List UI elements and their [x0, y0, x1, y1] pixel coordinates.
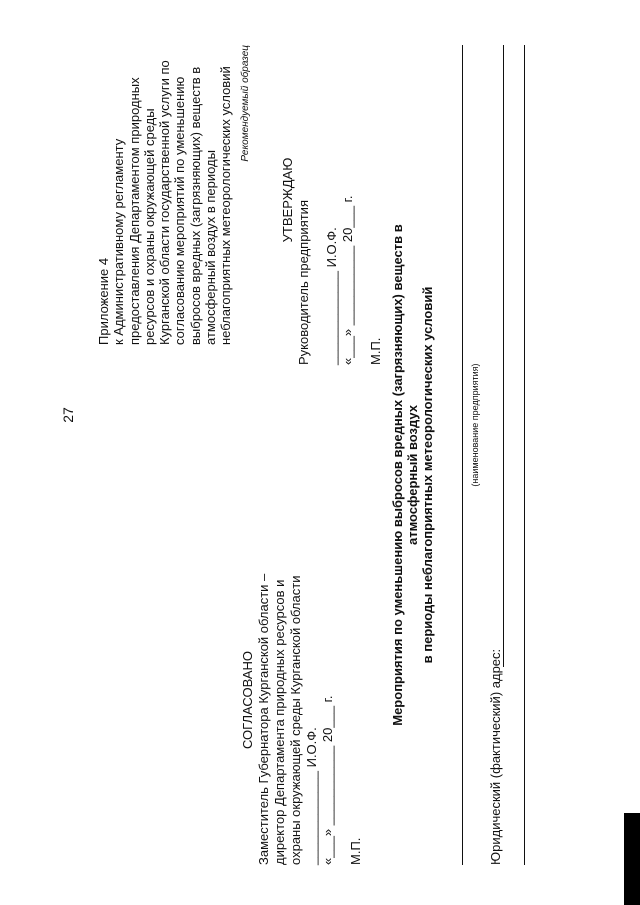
- appendix-line: предоставления Департаментом природных: [126, 77, 142, 345]
- spacer: [336, 535, 348, 865]
- main-title-line: в периоды неблагоприятных метеорологических условий: [420, 286, 435, 664]
- appendix-line: Приложение 4: [96, 257, 111, 345]
- agreed-position-line: директор Департамента природных ресурсов и: [272, 579, 287, 865]
- appendix-line: неблагоприятных метеорологических условий: [218, 66, 234, 345]
- approval-block-agreed: [240, 535, 364, 865]
- approved-title: УТВЕРЖДАЮ: [280, 157, 295, 243]
- address-row: [488, 45, 503, 865]
- agreed-title: СОГЛАСОВАНО: [240, 650, 255, 750]
- address-continuation-rule: [524, 45, 525, 865]
- address-label: Юридический (фактический) адрес:: [488, 648, 503, 865]
- spacer: [312, 35, 324, 365]
- appendix-line: ресурсов и охраны окружающей среды: [141, 108, 157, 345]
- appendix-line: к Административному регламенту: [111, 138, 127, 345]
- scan-edge-mark: [624, 813, 640, 905]
- agreed-stamp-place: М.П.: [348, 837, 363, 865]
- spacer: [356, 35, 368, 365]
- main-title-line: Мероприятия по уменьшению выбросов вредных (загрязняющих) веществ в атмосферный воздух: [390, 224, 420, 726]
- document-main-title: [390, 195, 435, 755]
- enterprise-name-rule: [462, 45, 463, 865]
- approved-signature-line: _____________ И.О.Ф.: [324, 227, 339, 365]
- recommended-sample-note: Рекомендуемый образец: [240, 45, 251, 162]
- address-rule: [503, 45, 504, 667]
- agreed-date-line: «___» ___________ 20___ г.: [320, 695, 335, 865]
- appendix-line: согласованию мероприятий по уменьшению: [172, 76, 188, 345]
- appendix-line: выбросов вредных (загрязняющих) веществ в: [187, 66, 203, 345]
- agreed-position-line: охраны окружающей среды Курганской области: [288, 575, 303, 865]
- agreed-signature-line: _____________ И.О.Ф.: [304, 727, 319, 865]
- appendix-header: [96, 45, 234, 345]
- approved-date-line: «___» ___________ 20___ г.: [340, 195, 355, 365]
- enterprise-name-caption: (наименование предприятия): [470, 363, 480, 487]
- appendix-line: атмосферный воздух в периоды: [203, 150, 219, 345]
- approval-block-approved: [280, 35, 384, 365]
- agreed-position-line: Заместитель Губернатора Курганской области –: [256, 573, 271, 865]
- appendix-line: Курганской области государственной услуги по: [157, 60, 173, 345]
- page-number: 27: [60, 407, 76, 423]
- approved-position-line: Руководитель предприятия: [296, 200, 311, 365]
- approved-stamp-place: М.П.: [368, 337, 383, 365]
